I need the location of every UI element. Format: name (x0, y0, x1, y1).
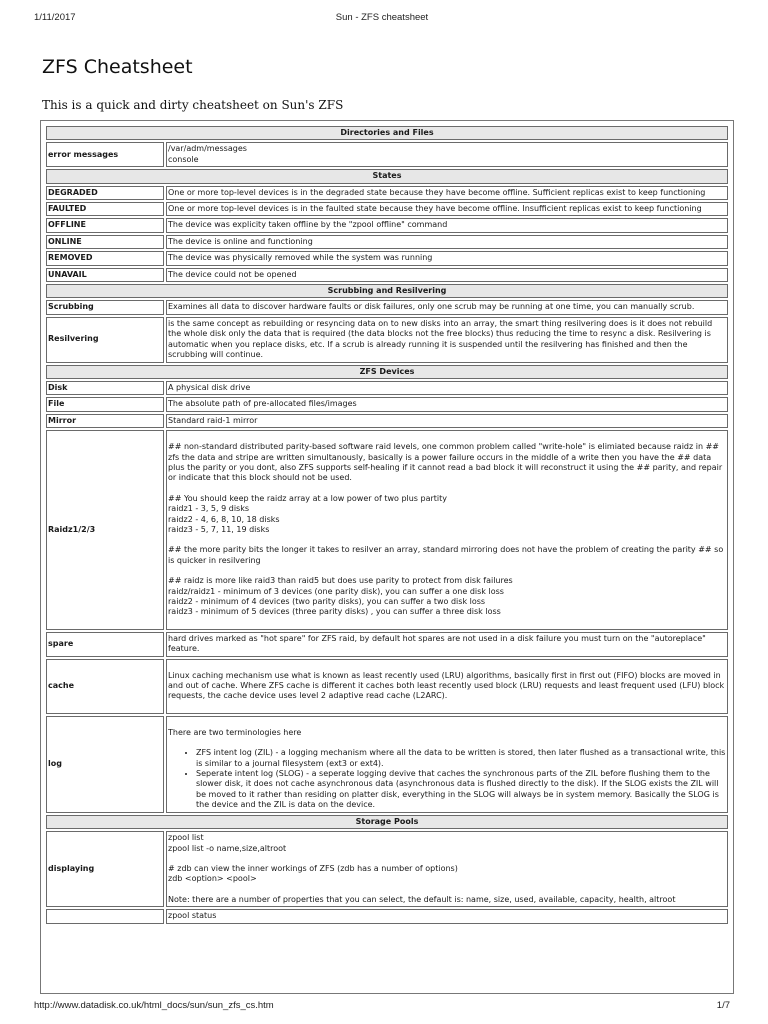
row-value (166, 659, 728, 714)
cheatsheet-table (44, 124, 730, 926)
row-value (166, 430, 728, 630)
value-line: One or more top-level devices is in the degraded state because they have become offline. Sufficient replicas exist to keep functioning (168, 187, 706, 197)
row-key: displaying (46, 831, 164, 907)
row-key: UNAVAIL (46, 268, 164, 282)
bullet-item: • ZFS intent log (ZIL) - a logging mechanism where all the data to be written is stored, then later flushed as a transactional write, this is similar to a journal filesystem (ext3 or ext4). (196, 748, 726, 769)
row-key: Disk (46, 381, 164, 395)
section-heading: States (46, 169, 728, 183)
value-line: raidz2 - minimum of 4 devices (two parity disks), you can suffer a two disk loss (168, 597, 486, 606)
intro-text: This is a quick and dirty cheatsheet on Sun's ZFS (42, 98, 344, 112)
table-row (46, 235, 728, 249)
value-line: Examines all data to discover hardware faults or disk failures, only one scrub may be running at one time, you can manually scrub. (168, 302, 695, 312)
row-value (166, 251, 728, 265)
value-line: Standard raid-1 mirror (168, 415, 258, 425)
blank-line (168, 535, 726, 545)
table-row (46, 831, 728, 907)
row-key: REMOVED (46, 251, 164, 265)
row-value (166, 202, 728, 216)
table-row (46, 414, 728, 428)
value-line: /var/adm/messages (168, 144, 247, 154)
row-value (166, 397, 728, 411)
row-key: cache (46, 659, 164, 714)
table-row (46, 909, 728, 923)
row-key: error messages (46, 142, 164, 167)
page-title: ZFS Cheatsheet (42, 56, 193, 78)
row-key: Resilvering (46, 317, 164, 363)
cheatsheet-table-container (40, 120, 734, 994)
value-line: ## non-standard distributed parity-based software raid levels, one common problem called "write-hole" is elimiated because raidz in ## zfs the data and stripe are written simultanously, basically is a power failure occurs in the middle of a write then you have the ## data plus the parity or you dont, also ZFS supports self-healing if it cannot read a bad block it will reconstruct it using the ## parity, and repair or indicate that this block should not be used. (168, 442, 723, 483)
row-value (166, 186, 728, 200)
table-row (46, 317, 728, 363)
table-row (46, 251, 728, 265)
value-line: raidz3 - 5, 7, 11, 19 disks (168, 524, 270, 534)
row-value (166, 381, 728, 395)
value-line: One or more top-level devices is in the faulted state because they have become offline. Insufficient replicas exist to keep functioning (168, 204, 702, 214)
value-line: The device could not be opened (168, 269, 297, 279)
value-line: # zdb can view the inner workings of ZFS (zdb has a number of options) (168, 863, 458, 873)
value-line: A physical disk drive (168, 382, 251, 392)
table-row (46, 430, 728, 630)
blank-line (168, 718, 726, 728)
row-key (46, 909, 164, 923)
row-value (166, 317, 728, 363)
value-line: ## the more parity bits the longer it takes to resilver an array, standard mirroring does not have the problem of creating the parity ## so is quicker in resilvering (168, 545, 724, 565)
row-key: log (46, 716, 164, 813)
table-row (46, 186, 728, 200)
table-row (46, 202, 728, 216)
blank-line (168, 566, 726, 576)
print-date: 1/11/2017 (34, 12, 76, 23)
table-row (46, 397, 728, 411)
table-row (46, 381, 728, 395)
row-value (166, 300, 728, 314)
row-key: Mirror (46, 414, 164, 428)
value-line: ## You should keep the raidz array at a low power of two plus partity (168, 493, 448, 503)
blank-line (168, 484, 726, 494)
table-row (46, 632, 728, 657)
section-header-row (46, 365, 728, 379)
print-header (34, 12, 730, 26)
section-heading: Storage Pools (46, 815, 728, 829)
value-line: zpool list (168, 833, 204, 843)
value-line: Linux caching mechanism use what is known as least recently used (LRU) algorithms, basically first in first out (FIFO) blocks are moved in and out of cache. Where ZFS cache is different it caches both least recently used block (LRU) requests and least frequent used (LFU) block requests, the cache device uses level 2 adaptive read cache (L2ARC). (168, 670, 725, 701)
table-row (46, 300, 728, 314)
table-row (46, 218, 728, 232)
value-line: zdb <option> <pool> (168, 874, 257, 884)
value-line: raidz1 - 3, 5, 9 disks (168, 504, 250, 514)
value-line: is the same concept as rebuilding or resyncing data on to new disks into an array, the smart thing resilvering does is it does not rebuild the whole disk only the data that is required (the data blocks not the free blocks) thus reducing the time to resync a disk. Resilvering is automatic when you replace disks, etc. If a scrub is already running it is suspended until the resilvering has finished and then the scrubbing will continue. (168, 318, 713, 360)
row-key: File (46, 397, 164, 411)
row-key: spare (46, 632, 164, 657)
row-key: ONLINE (46, 235, 164, 249)
table-row (46, 716, 728, 813)
value-line: raidz2 - 4, 6, 8, 10, 18 disks (168, 514, 280, 524)
row-key: DEGRADED (46, 186, 164, 200)
row-value (166, 716, 728, 813)
value-line: The absolute path of pre-allocated files/images (168, 399, 357, 409)
row-value (166, 909, 728, 923)
table-row (46, 142, 728, 167)
blank-line (168, 885, 726, 895)
cheatsheet-table-body (46, 126, 728, 924)
section-header-row (46, 284, 728, 298)
value-line: There are two terminologies here (168, 727, 302, 737)
bullet-item: • Seperate intent log (SLOG) - a seperate logging devive that caches the synchronous parts of the ZIL before flushing them to the slower disk, it does not cache asynchronous data (asynchronous data is flushed directly to the disk). If the SLOG exists the ZIL will be moved to it rather than residing on platter disk, everything in the SLOG will always be in system memory. Basically the SLOG is the device and the ZIL is data on the device. (196, 769, 726, 811)
bullet-list (168, 748, 726, 810)
row-value (166, 632, 728, 657)
value-line: ## raidz is more like raid3 than raid5 but does use parity to protect from disk failures (168, 576, 513, 586)
row-value (166, 142, 728, 167)
section-header-row (46, 169, 728, 183)
blank-line (168, 738, 726, 748)
section-header-row (46, 815, 728, 829)
section-header-row (46, 126, 728, 140)
row-key: OFFLINE (46, 218, 164, 232)
value-line: zpool status (168, 911, 217, 921)
row-value (166, 414, 728, 428)
page-number: 1/7 (716, 1000, 730, 1011)
value-line: raidz3 - minimum of 5 devices (three parity disks) , you can suffer a three disk loss (168, 607, 501, 617)
blank-line (168, 661, 726, 671)
value-line: raidz/raidz1 - minimum of 3 devices (one parity disk), you can suffer a one disk loss (168, 586, 504, 596)
section-heading: ZFS Devices (46, 365, 728, 379)
value-line: The device is online and functioning (168, 236, 313, 246)
value-line: Note: there are a number of properties that you can select, the default is: name, size, used, available, capacity, health, altroot (168, 894, 676, 904)
table-row (46, 268, 728, 282)
print-footer (34, 1000, 730, 1014)
value-line: The device was physically removed while the system was running (168, 253, 433, 263)
row-value (166, 268, 728, 282)
section-heading: Scrubbing and Resilvering (46, 284, 728, 298)
section-heading: Directories and Files (46, 126, 728, 140)
row-value (166, 235, 728, 249)
row-value (166, 218, 728, 232)
value-line: hard drives marked as "hot spare" for ZFS raid, by default hot spares are not used in a disk failure you must turn on the "autoreplace" feature. (168, 633, 706, 654)
print-page-title: Sun - ZFS cheatsheet (335, 12, 429, 23)
blank-line (168, 702, 726, 712)
table-row (46, 659, 728, 714)
value-line: The device was explicity taken offline by the "zpool offline" command (168, 220, 448, 230)
value-line: console (168, 154, 199, 164)
blank-line (168, 432, 726, 442)
value-line: zpool list -o name,size,altroot (168, 843, 287, 853)
blank-line (168, 854, 726, 864)
row-key: FAULTED (46, 202, 164, 216)
source-url: http://www.datadisk.co.uk/html_docs/sun/sun_zfs_cs.htm (34, 1000, 274, 1011)
blank-line (168, 618, 726, 628)
row-key: Scrubbing (46, 300, 164, 314)
row-value (166, 831, 728, 907)
row-key: Raidz1/2/3 (46, 430, 164, 630)
